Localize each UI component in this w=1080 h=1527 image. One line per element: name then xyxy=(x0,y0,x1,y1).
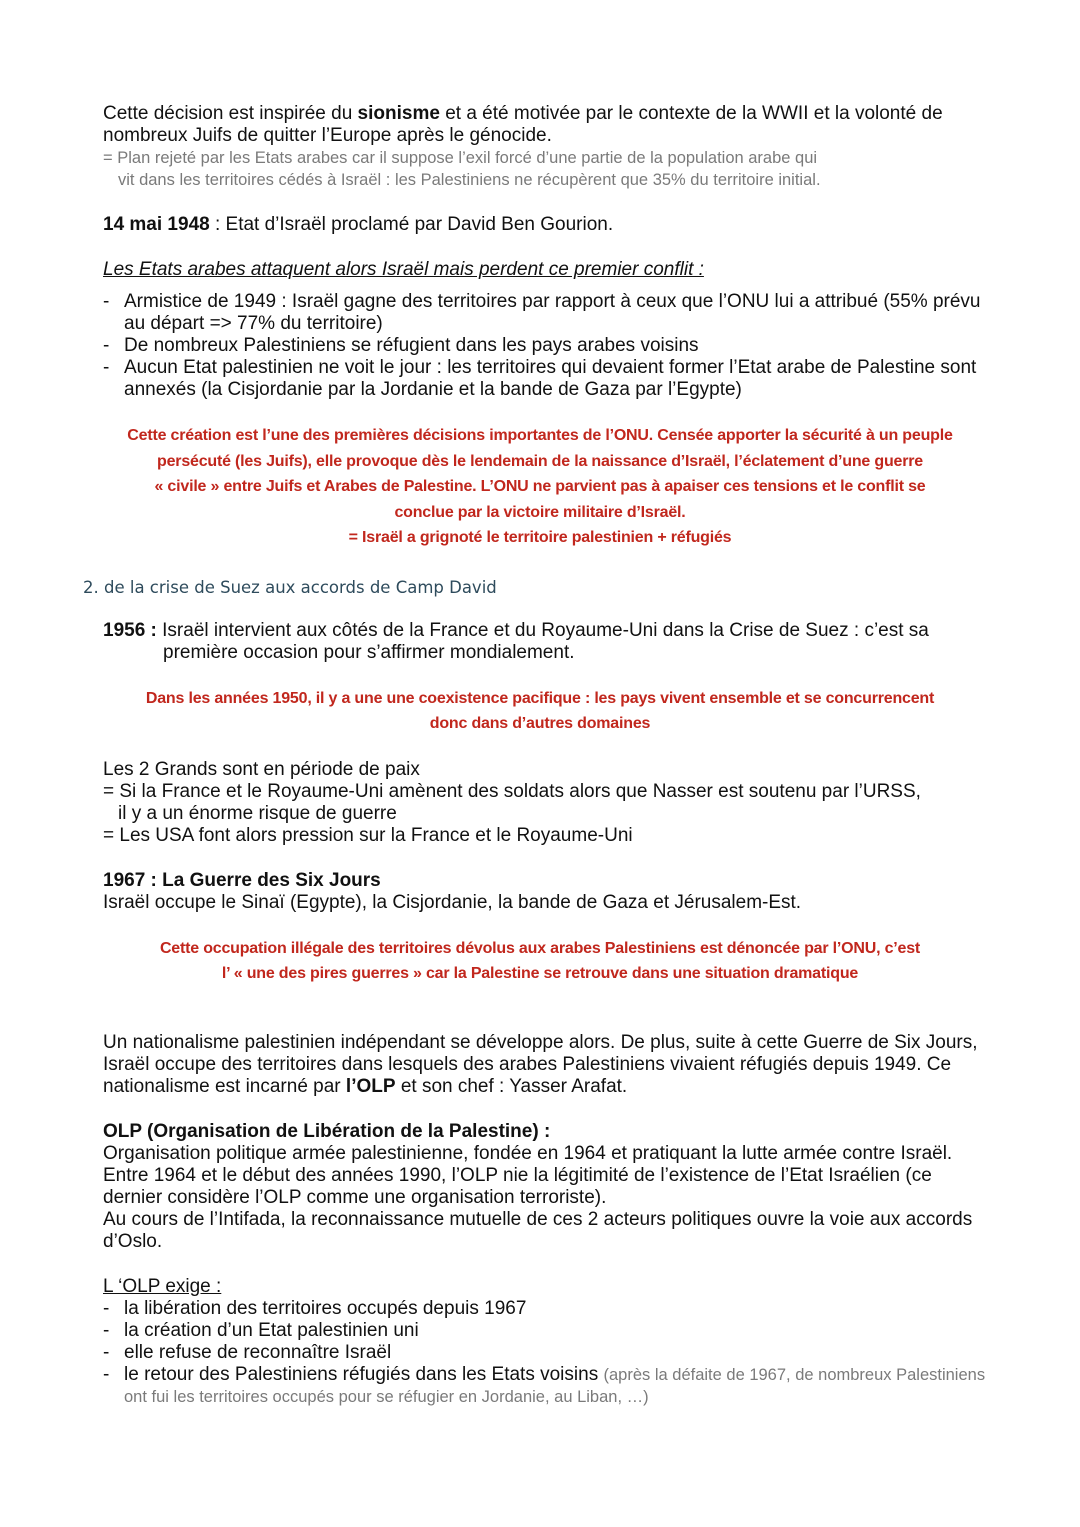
date-1948 xyxy=(103,214,988,236)
note-line: = Plan rejeté par les Etats arabes car il suppose l’exil forcé d’une partie de la population arabe qui xyxy=(103,149,818,167)
line: l’ « une des pires guerres » car la Palestine se retrouve dans une situation dramatique xyxy=(221,965,859,982)
note-plan-rejete xyxy=(103,147,988,191)
olp-title: OLP (Organisation de Libération de la Palestine) : xyxy=(103,1120,551,1142)
red-commentary-2 xyxy=(60,686,1020,737)
line: persécuté (les Juifs), elle provoque dès le lendemain de la naissance d’Israël, l’éclatement d’une guerre xyxy=(157,452,923,470)
date-1956 xyxy=(103,620,988,664)
list-item: - De nombreux Palestiniens se réfugient dans les pays arabes voisins xyxy=(103,335,988,357)
note: (après la défaite de 1967, de nombreux Palestiniens ont fui les territoires occupés pour se réfugier en Jordanie, au Liban, …) xyxy=(124,1365,986,1406)
list-item: - la libération des territoires occupés depuis 1967 xyxy=(103,1298,988,1320)
text: et son chef : Yasser Arafat. xyxy=(395,1075,628,1097)
subheading-exige: L ‘OLP exige : xyxy=(103,1275,222,1297)
line: = Israël a grignoté le territoire palestinien + réfugiés xyxy=(348,529,732,546)
line: Cette occupation illégale des territoires dévolus aux arabes Palestiniens est dénoncée par l’ONU, c’est xyxy=(159,939,921,957)
list-item: - Aucun Etat palestinien ne voit le jour : les territoires qui devaient former l’Etat arabe de Palestine sont annexés (la Cisjordanie par la Jordanie et la bande de Gaza par l’Egypte) xyxy=(103,357,988,401)
text: Un nationalisme palestinien indépendant se développe alors. De plus, suite à cette Guerre de Six Jours, Israël occupe des territoires dans lesquels des arabes Palestiniens vivaient réfugiés depuis 1949. Ce nationalisme est incarné par xyxy=(103,1031,978,1097)
olp-definition xyxy=(103,1121,988,1253)
text: et a été motivée par le contexte de la WWII et la volonté de nombreux Juifs de quitter l’Europe après le génocide. xyxy=(103,103,943,146)
note-line: vit dans les territoires cédés à Israël : les Palestiniens ne récupèrent que 35% du territoire initial. xyxy=(118,171,821,189)
list-item: - la création d’un Etat palestinien uni xyxy=(103,1320,988,1342)
red-commentary-3 xyxy=(60,936,1020,987)
list-exige xyxy=(103,1298,988,1408)
line: Dans les années 1950, il y a une une coexistence pacifique : les pays vivent ensemble et se concurrencent xyxy=(145,689,935,707)
date: 1956 : xyxy=(103,619,157,641)
text: le retour des Palestiniens réfugiés dans les Etats voisins xyxy=(124,1363,599,1385)
paragraph-sionisme xyxy=(103,103,988,147)
section-1967 xyxy=(103,870,988,914)
line: = Si la France et le Royaume-Uni amènent des soldats alors que Nasser est soutenu par l’URSS, xyxy=(103,780,921,802)
section-heading: 2. de la crise de Suez aux accords de Camp David xyxy=(83,577,497,597)
date-title: 1967 : La Guerre des Six Jours xyxy=(103,869,381,891)
line: il y a un énorme risque de guerre xyxy=(118,802,397,824)
text: Israël intervient aux côtés de la France et du Royaume-Uni dans la Crise de Suez : c’est sa première occasion pour s’affirmer mondialement. xyxy=(156,619,929,663)
text: Au cours de l’Intifada, la reconnaissance mutuelle de ces 2 acteurs politiques ouvre la voie aux accords d’Oslo. xyxy=(103,1208,973,1252)
line: Cette création est l’une des premières décisions importantes de l’ONU. Censée apporter la sécurité à un peuple xyxy=(127,427,953,444)
line: donc dans d’autres domaines xyxy=(429,715,651,732)
bold-term: l’OLP xyxy=(345,1075,396,1097)
paragraph-nationalism xyxy=(103,1032,988,1098)
bold-term: sionisme xyxy=(357,103,440,124)
text: : Etat d’Israël proclamé par David Ben Gourion. xyxy=(209,214,614,235)
red-commentary-1 xyxy=(60,423,1020,551)
list-consequences xyxy=(103,291,988,401)
text: Cette décision est inspirée du xyxy=(103,103,358,124)
line: conclue par la victoire militaire d’Israël. xyxy=(394,503,686,521)
list-item xyxy=(103,1364,988,1408)
text: Israël occupe le Sinaï (Egypte), la Cisjordanie, la bande de Gaza et Jérusalem-Est. xyxy=(103,891,802,913)
list-item: - elle refuse de reconnaître Israël xyxy=(103,1342,988,1364)
text: Organisation politique armée palestinienne, fondée en 1964 et pratiquant la lutte armée contre Israël. Entre 1964 et le début des années 1990, l’OLP nie la légitimité de l’existence de l’Etat Israélien (ce dernier considère l’OLP comme une organisation terroriste). xyxy=(103,1142,953,1208)
line: « civile » entre Juifs et Arabes de Palestine. L’ONU ne parvient pas à apaiser ces tensions et le conflit se xyxy=(154,478,926,495)
list-item: - Armistice de 1949 : Israël gagne des territoires par rapport à ceux que l’ONU lui a attribué (55% prévu au départ => 77% du territoire) xyxy=(103,291,988,335)
line: Les 2 Grands sont en période de paix xyxy=(103,758,420,780)
subheading-attack: Les Etats arabes attaquent alors Israël mais perdent ce premier conflit : xyxy=(103,259,704,280)
date: 14 mai 1948 xyxy=(103,214,210,235)
paragraph-grands xyxy=(103,759,988,847)
line: = Les USA font alors pression sur la France et le Royaume-Uni xyxy=(103,824,633,846)
